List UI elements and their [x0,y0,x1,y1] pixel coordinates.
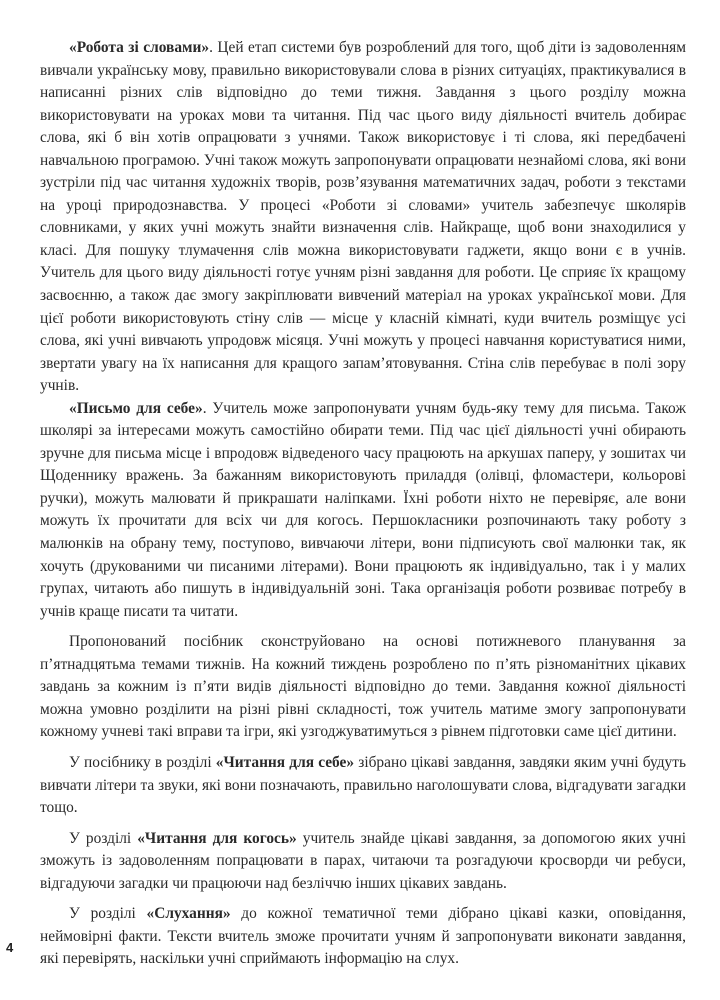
term-writing-for-self: «Письмо для себе» [69,399,203,417]
paragraph-text: . Цей етап системи був розроблений для того, щоб діти із задоволенням вивчали українську мову, правильно використовували слова в різних ситуаціях, практикувалися в написанні різних слів відповідно до теми тижня. Завдання з цього розділу можна використовувати на уроках мови та читання. Під час цього виду діяльності вчитель добирає слова, які б він хотів опрацювати з учнями. Також використовує і ті слова, які передбачені навчальною програмою. Учні також можуть запропонувати опрацювати незнайомі слова, які вони зустріли під час читання художніх творів, розв’язування математичних задач, роботи з текстами на уроці природознавства. У процесі «Роботи зі словами» учитель забезпечує школярів словниками, у яких учні можуть знайти визначення слів. Найкраще, щоб вони знаходилися у класі. Для пошуку тлумачення слів можна використовувати гаджети, якщо вони є в учнів. Учитель для цього виду діяльності готує учням різні завдання для роботи. Це сприяє їх кращому засвоєнню, а також дає змогу закріплювати вивчений матеріал на уроках української мови. Для цієї роботи використовують стіну слів — місце у класній кімнаті, куди вчитель розміщує усі слова, які учні вивчають упродовж місяця. Учні можуть у процесі навчання користуватися ними, звертати увагу на їх написання для кращого запам’ятовування. Стіна слів перебуває в полі зору учнів. [40,39,687,395]
paragraph-prefix: У посібнику в розділі [69,753,216,771]
paragraph-manual-structure [40,631,686,744]
paragraph-text: зібрано цікаві завдання, завдяки яким учні будуть вивчати літери та звуки, які вони позначають, правильно наголошувати слова, відгадувати загадки тощо. [40,753,686,817]
term-reading-for-self: «Читання для себе» [215,753,355,771]
paragraph-word-work [40,37,686,398]
paragraph-text: . Учитель може запропонувати учням будь-яку тему для письма. Також школярі за інтересами можуть самостійно обирати теми. Під час цієї діяльності учні обирають зручне для письма місце і впродовж відведеного часу працюють на аркушах паперу, у зошитах чи Щоденнику вражень. За бажанням використовують приладдя (олівці, фломастери, кольорові ручки), можуть малювати й прикрашати наліпками. Їхні роботи ніхто не перевіряє, але вони можуть їх прочитати для всіх чи для когось. Першокласники розпочинають таку роботу з малюнків на обрану тему, поступово, вивчаючи літери, вони підписують свої малюнки так, як хочуть (друкованими чи писаними літерами). Вони працюють як індивідуально, так і у малих групах, читають або пишуть в індивідуальній зоні. Така організація роботи розвиває потребу в учнів краще писати та читати. [40,399,686,620]
paragraph-text: Пропонований посібник сконструйовано на основі потижневого планування за п’ятнадцятьма темами тижнів. На кожний тиждень розроблено по п’ять різноманітних цікавих завдань за кожним із п’яти видів діяльності відповідно до теми. Завдання кожної діяльності можна умовно розділити на різні рівні складності, тож учитель матиме змогу запропонувати кожному учневі такі вправи та ігри, які узгоджуватимуться з рівнем підготовки саме цієї дитини. [40,633,686,741]
paragraph-prefix: У розділі [69,829,138,847]
paragraph-listening [40,903,686,971]
page-number: 4 [6,940,14,955]
paragraph-reading-for-others [40,828,686,896]
page-top-margin [0,0,720,32]
page-body [40,37,686,971]
paragraph-prefix: У розділі [69,905,147,923]
paragraph-writing-for-self [40,398,686,623]
paragraph-reading-for-self [40,752,686,820]
term-word-work: «Робота зі словами» [69,39,210,56]
paragraph-text: учитель знайде цікаві завдання, за допомогою яких учні зможуть із задоволенням попрацювати в парах, читаючи та розгадуючи кросворди чи ребуси, відгадуючи загадки чи працюючи над безліччю інших цікавих завдань. [40,829,686,892]
term-reading-for-others: «Читання для когось» [137,829,297,847]
term-listening: «Слухання» [146,905,231,923]
paragraph-text: до кожної тематичної теми дібрано цікаві казки, оповідання, неймовірні факти. Тексти вчитель зможе прочитати учням й запропонувати виконати завдання, які перевірять, наскільки учні сприймають інформацію на слух. [40,905,686,968]
